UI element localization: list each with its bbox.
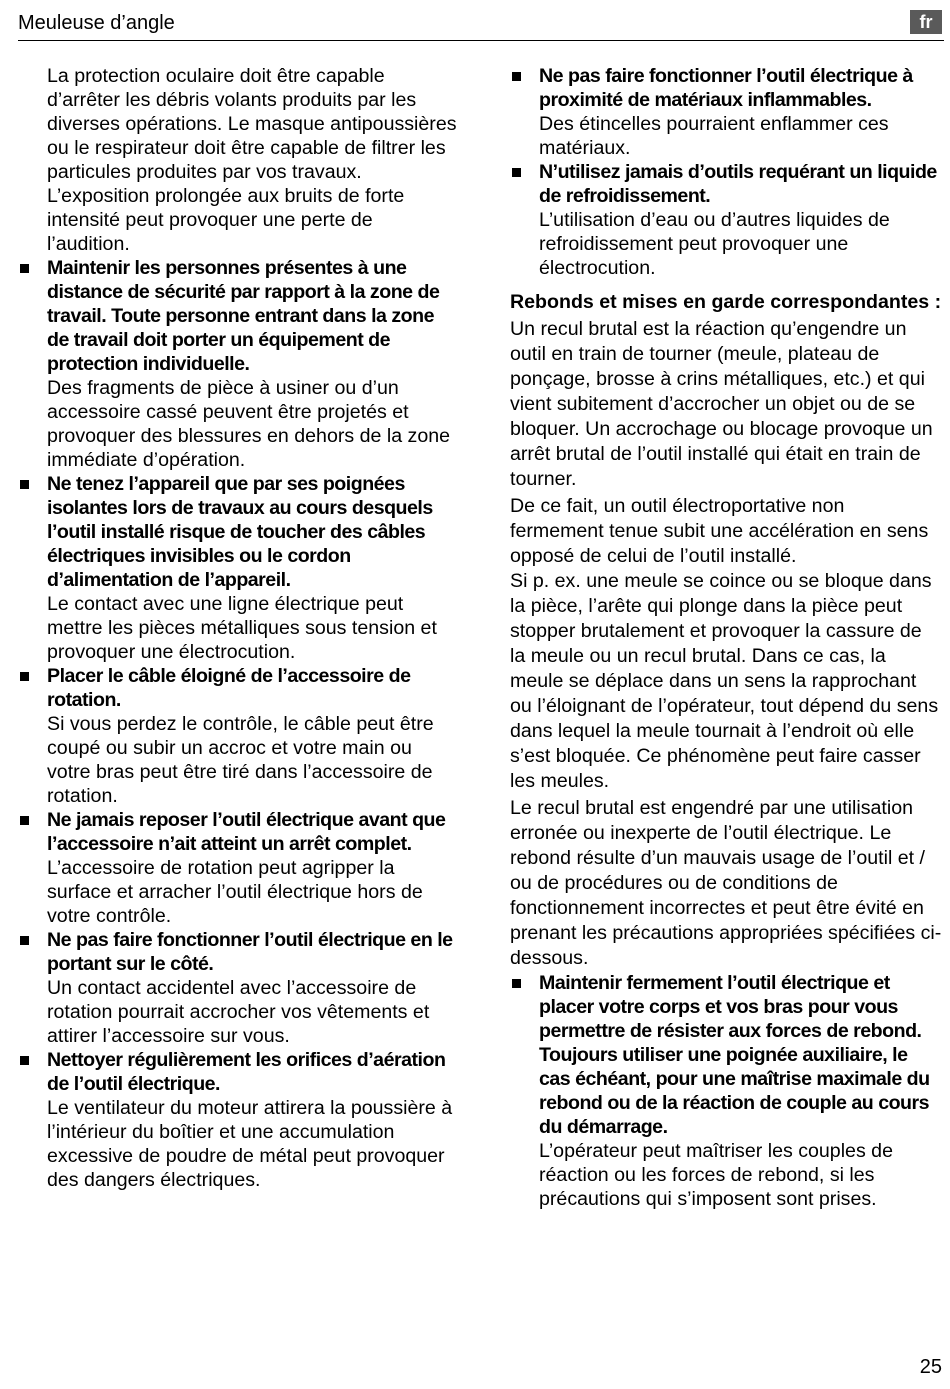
bullet-square-icon bbox=[20, 816, 29, 825]
safety-item-heading: Ne pas faire fonctionner l’outil électrique en le portant sur le côté. bbox=[47, 929, 453, 975]
safety-item-heading: Ne jamais reposer l’outil électrique avant que l’accessoire n’ait atteint un arrêt complet. bbox=[47, 809, 446, 855]
safety-item bbox=[510, 971, 942, 1211]
body-paragraph: Un recul brutal est la réaction qu’engendre un outil en train de tourner (meule, plateau de ponçage, brosse à crins métalliques, etc.) et qui vient subitement d’accrocher un objet ou de se bloquer. Un accrochage ou blocage provoque un arrêt brutal de l’outil installé qui était en train de tourner. bbox=[510, 318, 933, 490]
safety-item bbox=[18, 472, 458, 664]
safety-item-text: Si vous perdez le contrôle, le câble peut être coupé ou subir un accroc et votre main ou votre bras peut être tiré dans l’accessoire de rotation. bbox=[47, 713, 434, 807]
safety-item-text: Le contact avec une ligne électrique peut mettre les pièces métalliques sous tension et provoquer une électrocution. bbox=[47, 593, 437, 663]
bullet-square-icon bbox=[20, 672, 29, 681]
safety-item bbox=[510, 160, 942, 280]
bullet-square-icon bbox=[512, 72, 521, 81]
safety-item-text: Un contact accidentel avec l’accessoire de rotation pourrait accrocher vos vêtements et attirer l’accessoire sur vous. bbox=[47, 977, 430, 1047]
safety-item-heading: Nettoyer régulièrement les orifices d’aération de l’outil électrique. bbox=[47, 1049, 446, 1095]
bullet-square-icon bbox=[20, 480, 29, 489]
safety-item bbox=[18, 928, 458, 1048]
safety-item-text: L’accessoire de rotation peut agripper la surface et arracher l’outil électrique hors de votre contrôle. bbox=[47, 857, 423, 927]
body-paragraph: Si p. ex. une meule se coince ou se bloque dans la pièce, l’arête qui plonge dans la pièce peut stopper brutalement et provoquer la cassure de la meule ou un recul brutal. Dans ce cas, la meule se déplace dans un sens la rapprochant ou l’éloignant de l’opérateur, tout dépend du sens dans lequel la meule tournait à l’endroit où elle s’est bloquée. Ce phénomène peut faire casser les meules. bbox=[510, 570, 939, 792]
safety-item bbox=[18, 808, 458, 928]
page-number: 25 bbox=[919, 1356, 942, 1378]
safety-item bbox=[18, 1048, 458, 1192]
safety-item-heading: Placer le câble éloigné de l’accessoire de rotation. bbox=[47, 665, 411, 711]
safety-item-heading: N’utilisez jamais d’outils requérant un liquide de refroidissement. bbox=[539, 161, 937, 207]
document-title: Meuleuse d’angle bbox=[18, 12, 175, 34]
body-paragraph: Le recul brutal est engendré par une utilisation erronée ou inexperte de l’outil électrique. Le rebond résulte d’un mauvais usage de l’outil et / ou de procédures ou de conditions de fonctionnement incorrectes et peut être évité en prenant les précautions appropriées spécifiées ci-dessous. bbox=[510, 797, 942, 969]
safety-item-text: Des étincelles pourraient enflammer ces matériaux. bbox=[539, 113, 889, 159]
bullet-square-icon bbox=[512, 979, 521, 988]
safety-item-text: Le ventilateur du moteur attirera la poussière à l’intérieur du boîtier et une accumulation excessive de poudre de métal peut provoquer des dangers électriques. bbox=[47, 1097, 453, 1191]
safety-item-text: L’utilisation d’eau ou d’autres liquides de refroidissement peut provoquer une électrocution. bbox=[539, 209, 890, 279]
safety-item-heading: Maintenir fermement l’outil électrique et placer votre corps et vos bras pour vous permettre de résister aux forces de rebond. Toujours utiliser une poignée auxiliaire, le cas échéant, pour une maîtrise maximale du rebond ou de la réaction de couple au cours du démarrage. bbox=[539, 972, 930, 1138]
bullet-square-icon bbox=[20, 264, 29, 273]
bullet-square-icon bbox=[512, 168, 521, 177]
bullet-square-icon bbox=[20, 1056, 29, 1065]
safety-item-heading: Ne tenez l’appareil que par ses poignées isolantes lors de travaux au cours desquels l’outil installé risque de toucher des câbles électriques invisibles ou le cordon d’alimentation de l’appareil. bbox=[47, 473, 433, 591]
safety-item-heading: Maintenir les personnes présentes à une distance de sécurité par rapport à la zone de travail. Toute personne entrant dans la zone de travail doit porter un équipement de protection individuelle. bbox=[47, 257, 440, 375]
left-column bbox=[18, 64, 458, 1192]
section-body bbox=[510, 317, 942, 971]
safety-item bbox=[18, 664, 458, 808]
safety-item bbox=[510, 64, 942, 160]
right-column bbox=[510, 64, 942, 1211]
safety-item-text: L’opérateur peut maîtriser les couples de réaction ou les forces de rebond, si les précautions qui s’imposent sont prises. bbox=[539, 1140, 893, 1210]
page-header bbox=[18, 10, 944, 41]
intro-paragraph: La protection oculaire doit être capable d’arrêter les débris volants produits par les diverses opérations. Le masque antipoussières ou le respirateur doit être capable de filtrer les particules produites par vos travaux. bbox=[47, 65, 457, 183]
safety-item bbox=[18, 256, 458, 472]
safety-item-text: Des fragments de pièce à usiner ou d’un accessoire cassé peuvent être projetés et provoquer des blessures en dehors de la zone immédiate d’opération. bbox=[47, 377, 451, 471]
language-badge: fr bbox=[910, 10, 942, 34]
section-heading: Rebonds et mises en garde correspondantes : bbox=[510, 291, 942, 313]
intro-paragraph: L’exposition prolongée aux bruits de forte intensité peut provoquer une perte de l’audition. bbox=[47, 185, 405, 255]
body-paragraph: De ce fait, un outil électroportative non fermement tenue subit une accélération en sens opposé de celui de l’outil installé. bbox=[510, 495, 929, 567]
safety-item-heading: Ne pas faire fonctionner l’outil électrique à proximité de matériaux inflammables. bbox=[539, 65, 913, 111]
bullet-square-icon bbox=[20, 936, 29, 945]
